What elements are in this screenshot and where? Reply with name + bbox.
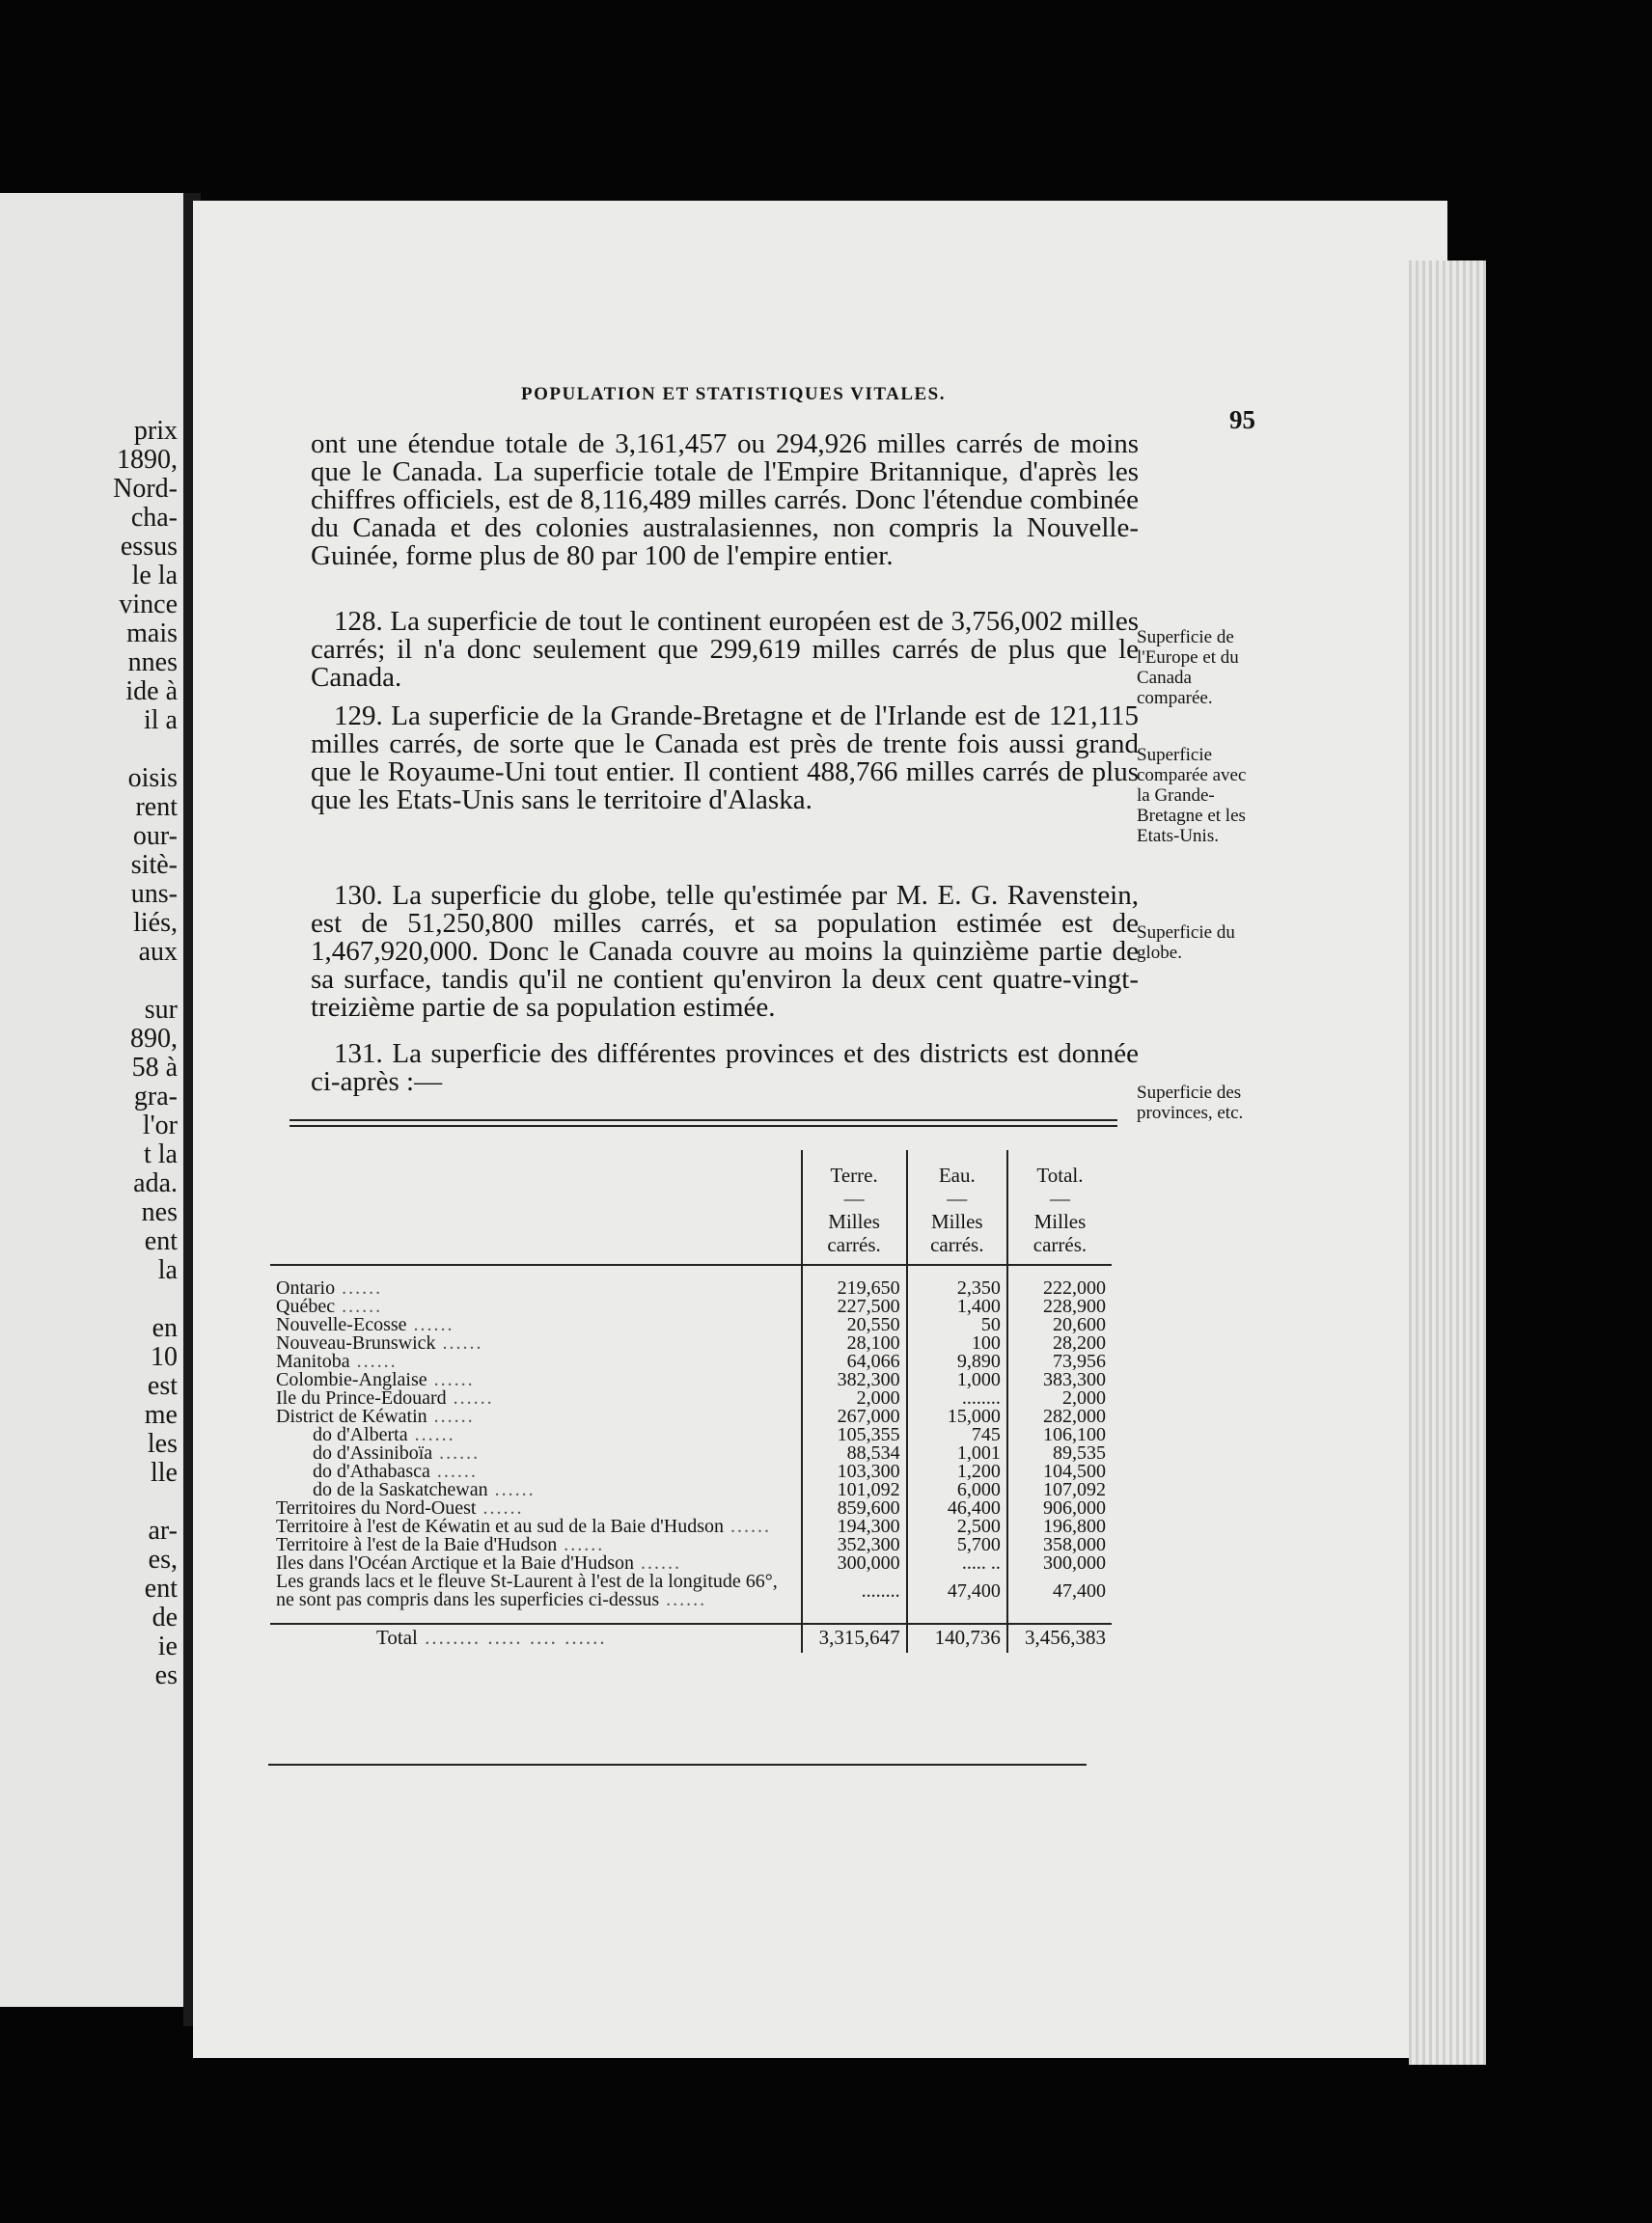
left-page-fragment: en	[151, 1313, 178, 1343]
left-page-fragment: 890,	[130, 1024, 178, 1054]
left-page-fragment: 10	[151, 1342, 178, 1372]
header-dash: —	[1049, 1187, 1070, 1210]
row-label: Manitoba ......	[276, 1351, 398, 1372]
cell-total: 228,900	[1007, 1298, 1112, 1316]
page-stack-edge	[1409, 261, 1486, 2065]
cell-total: 282,000	[1007, 1408, 1112, 1426]
left-page-fragment: il a	[144, 705, 178, 735]
left-page-fragment: 1890,	[117, 445, 178, 475]
left-page-fragment: nnes	[127, 647, 178, 677]
paragraph-128	[311, 608, 1139, 692]
header-unit: Milles carrés.	[930, 1210, 984, 1256]
paragraph-text: 130. La superficie du globe, telle qu'estimée par M. E. G. Ravenstein, est de 51,250,800 milles carrés, et sa population estimée est de 1,467,920,000. Donc le Canada couvre au moins la quinzième partie de sa surface, tandis qu'il ne contient qu'environ la deux cent quatre-vingt-treizième partie de sa population estimée.	[311, 880, 1139, 1023]
header-eau	[907, 1150, 1007, 1265]
cell-total: 106,100	[1007, 1426, 1112, 1444]
cell-terre: 194,300	[802, 1518, 907, 1536]
cell-terre: 28,100	[802, 1334, 907, 1353]
superficie-table	[270, 1150, 1112, 1653]
left-page-fragment: nes	[141, 1197, 178, 1227]
left-page-fragment: t la	[144, 1139, 178, 1169]
left-page-fragment: Nord-	[113, 474, 178, 504]
left-page-fragment: ar-	[148, 1516, 178, 1546]
sidenote-provinces: Superficie des provinces, etc.	[1137, 1083, 1244, 1123]
paragraph-131	[311, 1040, 1139, 1096]
row-label: Territoires du Nord-Ouest ......	[276, 1497, 524, 1519]
left-page-fragment: prix	[133, 416, 178, 446]
cell-eau: 9,890	[907, 1353, 1007, 1371]
cell-terre: 300,000	[802, 1554, 907, 1573]
cell-eau: 15,000	[907, 1408, 1007, 1426]
cell-eau: 2,500	[907, 1518, 1007, 1536]
cell-terre: 105,355	[802, 1426, 907, 1444]
table-total-row	[270, 1624, 1112, 1653]
cell-total: 300,000	[1007, 1554, 1112, 1573]
left-page-fragment: rent	[135, 792, 178, 822]
sidenote-europe: Superficie de l'Europe et du Canada comparée.	[1137, 627, 1239, 708]
sidenote-globe: Superficie du globe.	[1137, 922, 1235, 963]
left-page-fragment: gra-	[133, 1082, 178, 1112]
cell-terre: ........	[802, 1573, 907, 1609]
left-page-fragment: lle	[151, 1458, 178, 1488]
cell-terre: 103,300	[802, 1463, 907, 1481]
header-terre-label: Terre.	[830, 1164, 878, 1187]
paragraph-text: 129. La superficie de la Grande-Bretagne et de l'Irlande est de 121,115 milles carrés, de sorte que le Canada est près de trente fois aussi grand que le Royaume-Uni tout entier. Il contient 488,766 milles carrés de plus que les Etats-Unis sans le territoire d'Alaska.	[311, 700, 1139, 815]
cell-eau: 5,700	[907, 1536, 1007, 1554]
left-page-fragment: la	[157, 1255, 178, 1285]
left-page-fragment: sur	[144, 995, 178, 1025]
header-total	[1007, 1150, 1112, 1265]
left-page-fragment: le la	[131, 561, 178, 590]
cell-eau: 1,001	[907, 1444, 1007, 1463]
cell-total: 20,600	[1007, 1316, 1112, 1334]
row-label: do d'Assiniboïa ......	[313, 1442, 481, 1464]
row-label: Les grands lacs et le fleuve St-Laurent à l'est de la longitude 66°, ne sont pas compris dans les superficies ci-dessus ......	[276, 1571, 778, 1610]
left-page-fragment: les	[147, 1429, 178, 1459]
left-page-fragment: ent	[144, 1226, 178, 1256]
header-unit: Milles carrés.	[827, 1210, 881, 1256]
left-page-fragment: vince	[119, 590, 178, 619]
total-eau: 140,736	[907, 1624, 1007, 1653]
row-label: Territoire à l'est de Kéwatin et au sud de la Baie d'Hudson ......	[276, 1516, 771, 1537]
cell-eau: 6,000	[907, 1481, 1007, 1499]
header-total-label: Total.	[1036, 1164, 1084, 1187]
left-page-fragment: mais	[126, 618, 178, 648]
left-page-fragment: l'or	[142, 1111, 178, 1140]
paragraph-130	[311, 882, 1139, 1022]
cell-eau: 1,200	[907, 1463, 1007, 1481]
sidenote-grande-bretagne: Superficie comparée avec la Grande-Bretagne et les Etats-Unis.	[1137, 745, 1247, 846]
cell-total: 89,535	[1007, 1444, 1112, 1463]
left-page-fragment: cha-	[130, 503, 178, 533]
row-label: Québec ......	[276, 1296, 383, 1317]
row-label: District de Kéwatin ......	[276, 1406, 475, 1427]
cell-total: 196,800	[1007, 1518, 1112, 1536]
cell-terre: 219,650	[802, 1279, 907, 1298]
paragraph-129	[311, 702, 1139, 814]
cell-eau: 745	[907, 1426, 1007, 1444]
left-page-fragment: essus	[120, 532, 178, 562]
cell-total: 107,092	[1007, 1481, 1112, 1499]
cell-eau: 50	[907, 1316, 1007, 1334]
left-page-fragment: our-	[132, 821, 178, 851]
cell-terre: 382,300	[802, 1371, 907, 1389]
left-page-fragment: sitè-	[130, 850, 178, 880]
cell-eau: 100	[907, 1334, 1007, 1353]
header-blank	[270, 1150, 802, 1265]
cell-total: 906,000	[1007, 1499, 1112, 1518]
left-page-fragment: 58 à	[131, 1053, 178, 1083]
row-label: Ile du Prince-Edouard ......	[276, 1387, 494, 1409]
row-label: Colombie-Anglaise ......	[276, 1369, 475, 1390]
left-page-fragment: ie	[157, 1632, 178, 1661]
row-label: do d'Athabasca ......	[313, 1461, 478, 1482]
cell-terre: 20,550	[802, 1316, 907, 1334]
cell-total: 2,000	[1007, 1389, 1112, 1408]
total-label: Total ........ ..... .... ......	[270, 1624, 802, 1653]
cell-terre: 64,066	[802, 1353, 907, 1371]
cell-terre: 227,500	[802, 1298, 907, 1316]
header-dash: —	[843, 1187, 865, 1210]
cell-terre: 267,000	[802, 1408, 907, 1426]
table-spacer	[270, 1609, 1112, 1624]
cell-eau: 1,000	[907, 1371, 1007, 1389]
row-label: Territoire à l'est de la Baie d'Hudson ......	[276, 1534, 605, 1555]
left-page-fragment: ent	[144, 1574, 178, 1604]
header-dash: —	[947, 1187, 968, 1210]
cell-total: 28,200	[1007, 1334, 1112, 1353]
row-label: Ontario ......	[276, 1277, 383, 1299]
row-label: Iles dans l'Océan Arctique et la Baie d'Hudson ......	[276, 1552, 681, 1574]
cell-terre: 352,300	[802, 1536, 907, 1554]
row-label: do de la Saskatchewan ......	[313, 1479, 536, 1500]
cell-eau: 2,350	[907, 1279, 1007, 1298]
row-label: Nouveau-Brunswick ......	[276, 1332, 483, 1354]
table-header-row	[270, 1150, 1112, 1265]
cell-terre: 101,092	[802, 1481, 907, 1499]
cell-total: 104,500	[1007, 1463, 1112, 1481]
cell-total: 73,956	[1007, 1353, 1112, 1371]
table-top-rule	[289, 1119, 1117, 1121]
header-eau-label: Eau.	[938, 1164, 976, 1187]
left-page-fragment: es	[154, 1660, 178, 1690]
left-page-fragment: aux	[138, 937, 178, 967]
left-page-fragment: liés,	[133, 908, 178, 938]
row-label: do d'Alberta ......	[313, 1424, 455, 1445]
cell-total: 383,300	[1007, 1371, 1112, 1389]
cell-terre: 859,600	[802, 1499, 907, 1518]
paragraph-127-continued	[311, 430, 1139, 570]
cell-eau: ........	[907, 1389, 1007, 1408]
running-title: POPULATION ET STATISTIQUES VITALES.	[520, 384, 946, 404]
header-terre	[802, 1150, 907, 1265]
left-page-fragment: de	[151, 1603, 178, 1633]
cell-eau: ..... ..	[907, 1554, 1007, 1573]
left-page-fragment: uns-	[130, 879, 178, 909]
cell-total: 358,000	[1007, 1536, 1112, 1554]
total-total: 3,456,383	[1007, 1624, 1112, 1653]
left-page-fragment: oisis	[127, 763, 178, 793]
table-row	[270, 1573, 1112, 1609]
left-page-fragment: me	[144, 1400, 178, 1430]
paragraph-text: 131. La superficie des différentes provinces et des districts est donnée ci-après :—	[311, 1038, 1139, 1097]
paragraph-text: ont une étendue totale de 3,161,457 ou 294,926 milles carrés de moins que le Canada. La superficie totale de l'Empire Britannique, d'après les chiffres officiels, est de 8,116,489 milles carrés. Donc l'étendue combinée du Canada et des colonies australasiennes, non compris la Nouvelle-Guinée, forme plus de 80 par 100 de l'empire entier.	[311, 428, 1139, 571]
left-page-fragment: ide à	[125, 676, 178, 706]
left-page-fragment: es,	[148, 1545, 178, 1575]
cell-eau: 1,400	[907, 1298, 1007, 1316]
left-page-fragment: est	[147, 1371, 178, 1401]
cell-eau: 46,400	[907, 1499, 1007, 1518]
left-page-fragment: ada.	[133, 1168, 178, 1198]
paragraph-text: 128. La superficie de tout le continent européen est de 3,756,002 milles carrés; il n'a donc seulement que 299,619 milles carrés de plus que le Canada.	[311, 606, 1139, 693]
table-top-rule-double	[289, 1125, 1117, 1127]
total-terre: 3,315,647	[802, 1624, 907, 1653]
cell-eau: 47,400	[907, 1573, 1007, 1609]
cell-terre: 2,000	[802, 1389, 907, 1408]
left-facing-page	[0, 193, 183, 2007]
table-body	[270, 1265, 1112, 1609]
table-bottom-rule	[268, 1764, 1087, 1766]
row-label: Nouvelle-Ecosse ......	[276, 1314, 454, 1335]
cell-total: 47,400	[1007, 1573, 1112, 1609]
cell-terre: 88,534	[802, 1444, 907, 1463]
page-number: 95	[1229, 405, 1255, 434]
header-unit: Milles carrés.	[1032, 1210, 1088, 1256]
cell-total: 222,000	[1007, 1279, 1112, 1298]
